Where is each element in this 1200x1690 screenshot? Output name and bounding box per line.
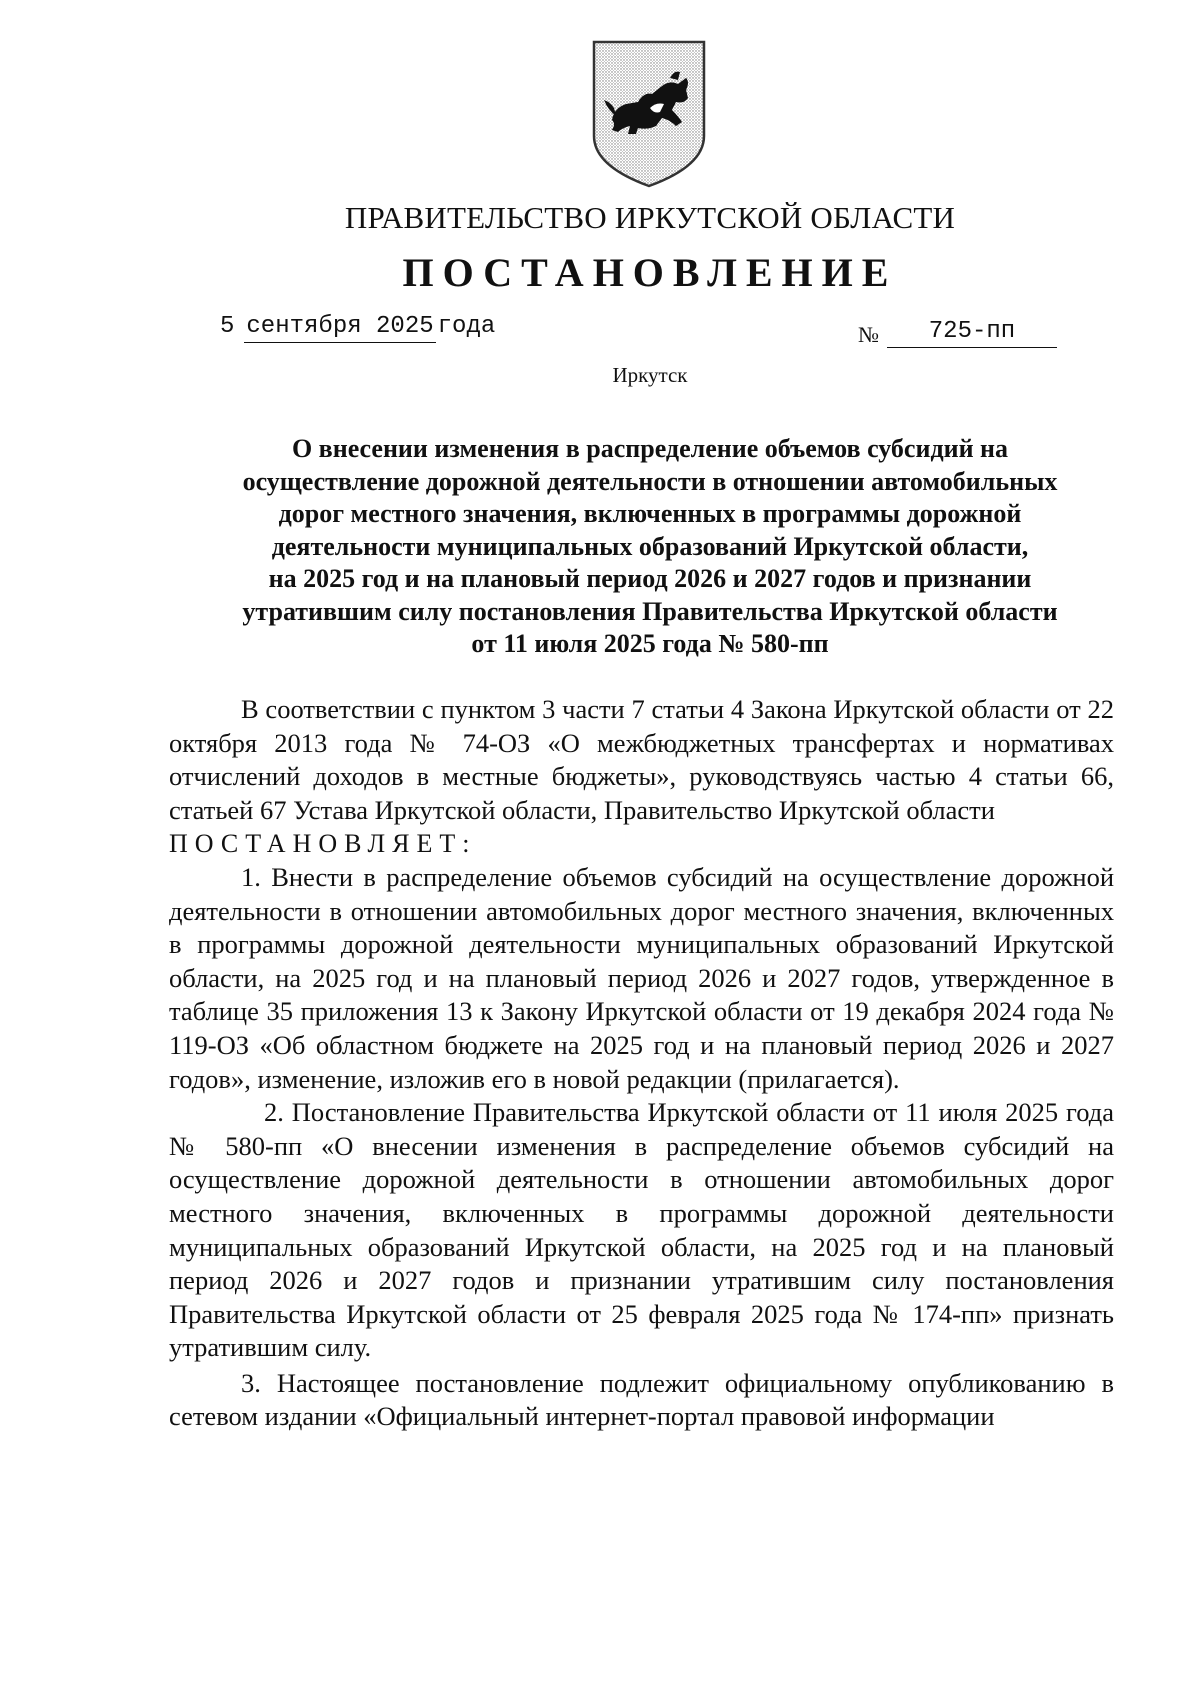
document-body — [169, 693, 1114, 1434]
date-day: 5 — [220, 313, 235, 340]
subject-line: от 11 июля 2025 года № 580-пп — [471, 629, 829, 658]
item-3-paragraph: 3. Настоящее постановление подлежит официальному опубликованию в сетевом издании «Официальный интернет-портал правовой информации — [169, 1367, 1114, 1432]
document-type-title: ПОСТАНОВЛЕНИЕ — [402, 250, 898, 295]
document-date — [220, 313, 495, 340]
subject-line: дорог местного значения, включенных в программы дорожной — [278, 499, 1022, 528]
subject-line: О внесении изменения в распределение объемов субсидий на — [291, 434, 1009, 463]
item-2-paragraph: 2. Постановление Правительства Иркутской области от 11 июля 2025 года № 580-пп «О внесении изменения в распределение объемов субсидий на осуществление дорожной деятельности в отношении автомобильных дорог местного значения, включенных в программы дорожной деятельности муниципальных образований Иркутской области, на 2025 год и на плановый период 2026 и 2027 годов и признании утратившим силу постановления Правительства Иркутской области от 25 февраля 2025 года № 174-пп» признать утратившим силу. — [169, 1097, 1114, 1363]
resolves-heading: ПОСТАНОВЛЯЕТ: — [169, 829, 477, 859]
document-subject-heading — [160, 433, 1140, 661]
preamble-paragraph: В соответствии с пунктом 3 части 7 статьи 4 Закона Иркутской области от 22 октября 2013 года № 74-ОЗ «О межбюджетных трансфертах и нормативах отчислений доходов в местные бюджеты», руководствуясь частью 4 статьи 66, статьей 67 Устава Иркутской области, Правительство Иркутской области — [169, 694, 1114, 825]
date-month-year: сентября 2025 — [244, 313, 435, 343]
subject-line: деятельности муниципальных образований Иркутской области, — [271, 531, 1029, 561]
document-number — [858, 318, 1057, 348]
number-value: 725-пп — [887, 318, 1057, 348]
subject-line: осуществление дорожной деятельности в отношении автомобильных — [242, 466, 1058, 496]
number-sign: № — [858, 322, 879, 347]
city-name: Иркутск — [612, 363, 688, 387]
subject-line: на 2025 год и на плановый период 2026 и 2027 годов и признании — [268, 564, 1032, 593]
item-1-paragraph: 1. Внести в распределение объемов субсидий на осуществление дорожной деятельности в отношении автомобильных дорог местного значения, включенных в программы дорожной деятельности муниципальных образований Иркутской области, на 2025 год и на плановый период 2026 и 2027 годов, утвержденное в таблице 35 приложения 13 к Закону Иркутской области от 19 декабря 2024 года № 119-ОЗ «Об областном бюджете на 2025 год и на плановый период 2026 и 2027 годов», изменение, изложив его в новой редакции (прилагается). — [169, 861, 1114, 1094]
subject-line: утратившим силу постановления Правительства Иркутской области — [242, 596, 1058, 626]
date-suffix: года — [437, 313, 496, 340]
coat-of-arms-emblem — [590, 38, 708, 190]
government-title: ПРАВИТЕЛЬСТВО ИРКУТСКОЙ ОБЛАСТИ — [344, 200, 956, 235]
